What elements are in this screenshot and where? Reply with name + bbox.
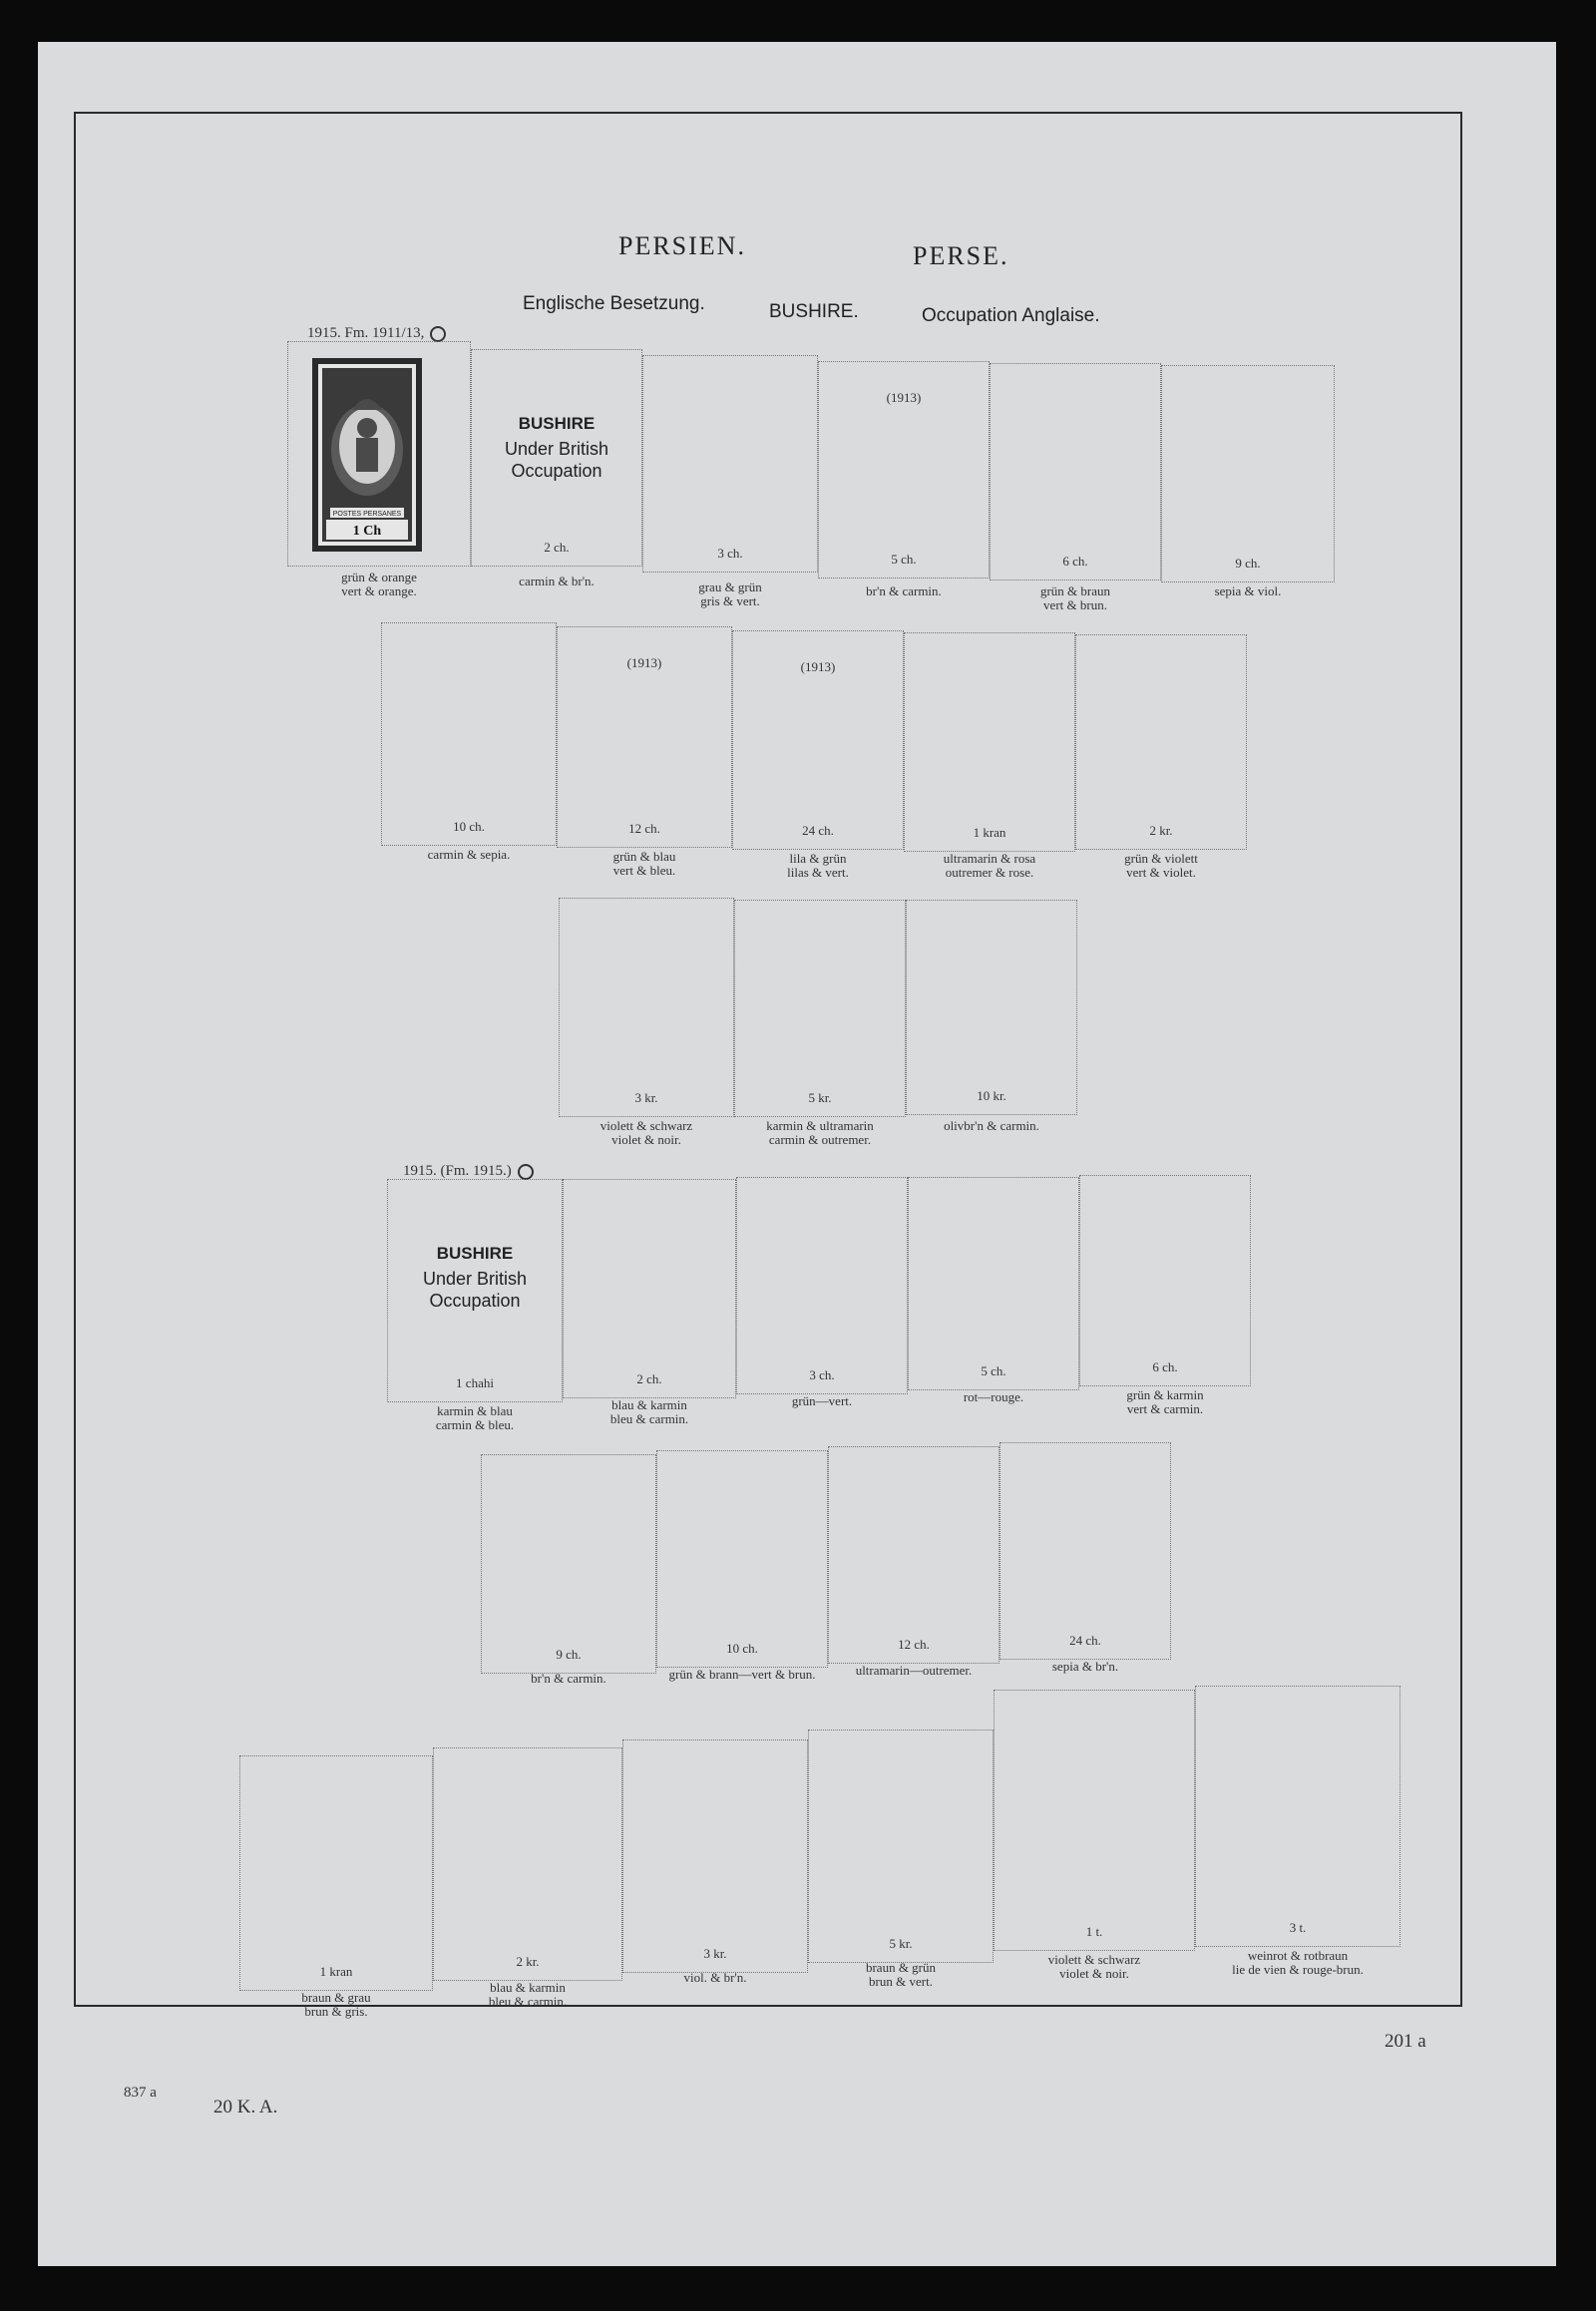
colour-label: grün—vert. — [791, 1393, 853, 1408]
denomination: 9 ch. — [556, 1647, 582, 1662]
colour-label: grau & grün gris & vert. — [698, 579, 762, 608]
stamp-space — [736, 1177, 908, 1394]
colour-label: weinrot & rotbraun lie de vien & rouge-brun. — [1232, 1948, 1364, 1977]
stamp-space — [734, 900, 906, 1117]
stamp-space — [563, 1179, 736, 1398]
stamp-space — [1075, 634, 1247, 850]
stamp-space — [656, 1450, 828, 1668]
denomination: 2 ch. — [636, 1371, 662, 1386]
denomination: 3 t. — [1289, 1920, 1307, 1935]
colour-label: braun & grün brun & vert. — [865, 1960, 937, 1989]
stamp-space — [904, 632, 1075, 852]
colour-label: grün & blau vert & bleu. — [612, 849, 676, 878]
denomination: 5 kr. — [889, 1936, 913, 1951]
colour-label: sepia & viol. — [1214, 583, 1282, 598]
subtitle-german: Englische Besetzung. — [523, 293, 705, 314]
colour-label: karmin & ultramarin carmin & outremer. — [766, 1118, 874, 1147]
stamp-space — [381, 622, 557, 846]
stamp-space — [471, 349, 642, 567]
denomination: 2 kr. — [516, 1954, 540, 1969]
stamp-image — [312, 358, 422, 552]
denomination: 24 ch. — [802, 823, 834, 838]
colour-label: carmin & br'n. — [519, 574, 595, 588]
stamp-space — [732, 630, 904, 850]
denomination: 1 kran — [319, 1964, 353, 1979]
denomination: 6 ch. — [1152, 1359, 1178, 1374]
colour-label: karmin & blau carmin & bleu. — [435, 1403, 515, 1432]
denomination: 3 ch. — [809, 1367, 835, 1382]
denomination: 6 ch. — [1062, 554, 1088, 569]
stamp-space — [433, 1747, 622, 1981]
denomination: 2 ch. — [544, 540, 570, 555]
stamp-space — [622, 1739, 808, 1973]
colour-label: br'n & carmin. — [531, 1671, 606, 1686]
stamp-space — [239, 1755, 433, 1991]
colour-label: grün & violett vert & violet. — [1124, 851, 1198, 880]
colour-label: ultramarin & rosa outremer & rose. — [943, 851, 1036, 880]
stamp-space — [808, 1730, 994, 1963]
denomination: 2 kr. — [1149, 823, 1173, 838]
denomination: 5 ch. — [891, 552, 917, 567]
circle-icon — [518, 1164, 534, 1180]
stamp-space — [908, 1177, 1079, 1390]
denomination: 24 ch. — [1069, 1633, 1101, 1648]
subtitle-french: Occupation Anglaise. — [922, 305, 1100, 326]
denomination: 3 kr. — [634, 1090, 658, 1105]
subtitle-main: BUSHIRE. — [769, 301, 859, 322]
svg-text:POSTES PERSANES: POSTES PERSANES — [332, 511, 402, 518]
colour-label: blau & karmin bleu & carmin. — [488, 1980, 568, 2009]
issue-year: (1913) — [800, 659, 836, 674]
denomination: 10 ch. — [726, 1641, 758, 1656]
footer-text: 20 K. A. — [213, 2097, 278, 2118]
denomination: 3 kr. — [703, 1946, 727, 1961]
overprint-text: BUSHIRE Under British Occupation — [422, 1244, 528, 1311]
stamp-space — [828, 1446, 999, 1664]
stamp-space — [287, 341, 471, 567]
stamp-space — [906, 900, 1077, 1115]
colour-label: br'n & carmin. — [866, 583, 942, 598]
denomination: 1 t. — [1085, 1924, 1103, 1939]
overprint-text: BUSHIRE Under British Occupation — [504, 414, 609, 481]
colour-label: braun & grau brun & gris. — [301, 1990, 371, 2019]
colour-label: grün & braun vert & brun. — [1039, 583, 1111, 612]
denomination: 12 ch. — [628, 821, 660, 836]
svg-text:1 Ch: 1 Ch — [352, 524, 382, 539]
denomination: 5 ch. — [981, 1363, 1006, 1378]
colour-label: viol. & br'n. — [683, 1970, 747, 1985]
colour-label: blau & karmin bleu & carmin. — [609, 1397, 689, 1426]
stamp-space — [387, 1179, 563, 1402]
issue-year: (1913) — [626, 655, 662, 670]
denomination: 9 ch. — [1235, 556, 1261, 571]
stamp-space — [557, 626, 732, 848]
denomination: 5 kr. — [808, 1090, 832, 1105]
issue-year: (1913) — [886, 390, 922, 405]
stamp-space — [994, 1690, 1195, 1951]
stamp-space — [1079, 1175, 1251, 1386]
denomination: 1 kran — [973, 825, 1006, 840]
set1-label — [307, 325, 446, 342]
circle-icon — [430, 326, 446, 342]
set2-label — [403, 1163, 534, 1180]
title-french: PERSE. — [913, 241, 1009, 270]
stamp-space — [1195, 1686, 1400, 1947]
page-number: 201 a — [1385, 2031, 1426, 2052]
denomination: 1 chahi — [456, 1375, 494, 1390]
colour-label: sepia & br'n. — [1051, 1659, 1119, 1674]
stamp-space — [559, 898, 734, 1117]
stamp-space — [999, 1442, 1171, 1660]
colour-label: violett & schwarz violet & noir. — [1047, 1952, 1141, 1981]
set2-label-text: 1915. (Fm. 1915.) — [403, 1163, 512, 1179]
denomination: 10 kr. — [977, 1088, 1006, 1103]
colour-label: grün & karmin vert & carmin. — [1126, 1387, 1204, 1416]
colour-label: olivbr'n & carmin. — [944, 1118, 1039, 1133]
colour-label: lila & grün lilas & vert. — [787, 851, 849, 880]
footer-code: 837 a — [124, 2085, 157, 2101]
colour-label: violett & schwarz violet & noir. — [599, 1118, 693, 1147]
stamp-space — [1161, 365, 1335, 582]
set1-label-text: 1915. Fm. 1911/13, — [307, 325, 425, 341]
colour-label: grün & brann—vert & brun. — [668, 1667, 816, 1682]
stamp-space — [481, 1454, 656, 1674]
stamp-space — [990, 363, 1161, 580]
denomination: 12 ch. — [898, 1637, 930, 1652]
stamp-space — [642, 355, 818, 573]
colour-label: ultramarin—outremer. — [855, 1663, 973, 1678]
colour-label: rot—rouge. — [963, 1389, 1024, 1404]
stamp-space — [818, 361, 990, 578]
title-german: PERSIEN. — [618, 231, 746, 260]
denomination: 10 ch. — [453, 819, 485, 834]
colour-label: grün & orange vert & orange. — [341, 570, 417, 598]
colour-label: carmin & sepia. — [427, 847, 511, 862]
denomination: 3 ch. — [717, 546, 743, 561]
